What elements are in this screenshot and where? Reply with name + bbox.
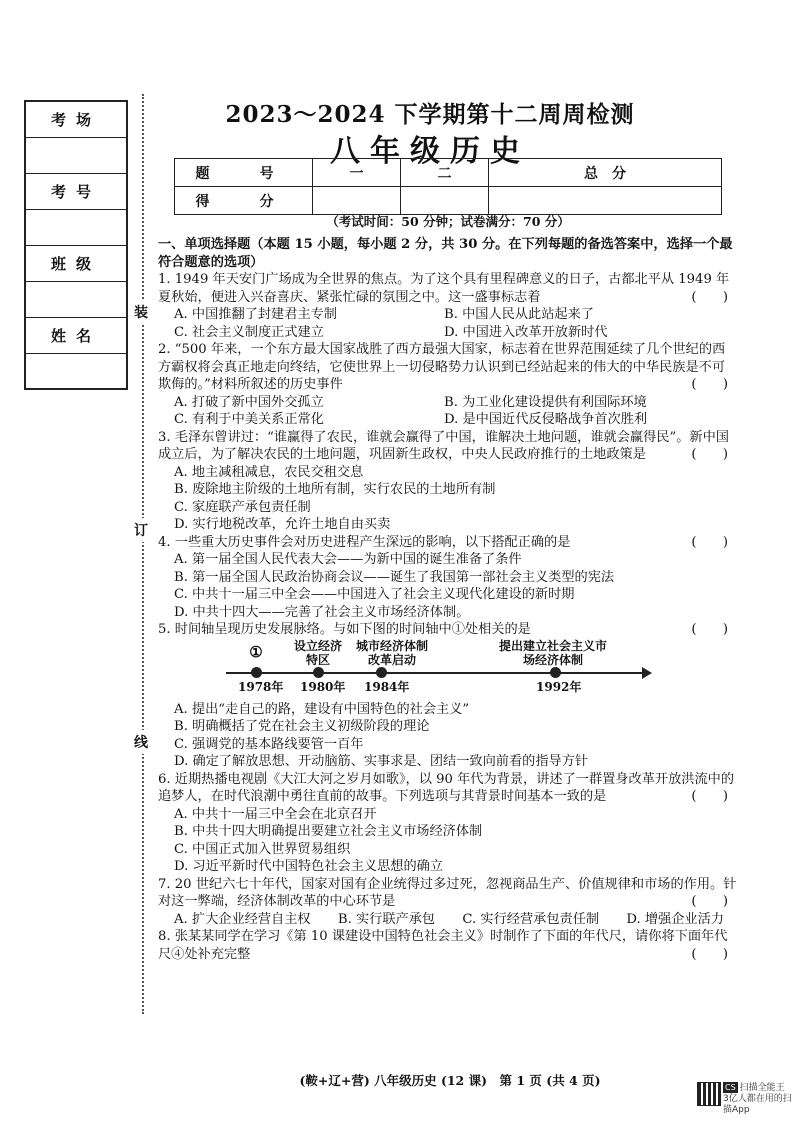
- question-8: [158, 928, 738, 963]
- answer-bracket[interactable]: ( ): [691, 946, 728, 962]
- exam-number-label: 考号: [26, 174, 126, 210]
- answer-bracket[interactable]: ( ): [691, 534, 728, 550]
- timeline-dot: [550, 667, 561, 678]
- question-stem: 8. 张某某同学在学习《第 10 课建设中国特色社会主义》时制作了下面的年代尺，请你将下面年代尺④处补充完整: [158, 929, 728, 962]
- question-1: [158, 271, 738, 341]
- answer-bracket[interactable]: ( ): [691, 447, 728, 462]
- timeline-year: 1992年: [536, 679, 582, 694]
- score-cell: 题 号: [175, 159, 313, 187]
- option-b: B. 实行联产承包: [337, 911, 436, 927]
- timeline-year: 1980年: [300, 679, 346, 694]
- scanner-brand-sub: 3亿人都在用的扫描App: [723, 1094, 792, 1115]
- question-stem: 6. 近期热播电视剧《大江大河之岁月如歌》，以 90 年代为背景，讲述了一群置身改革开放洪流中的追梦人，在时代浪潮中勇往直前的故事。下列选项与其背景时间基本一致的是: [158, 771, 735, 804]
- question-stem: 2. “500 年来，一个东方最大国家战胜了西方最强大国家，标志着在世界范围延续了几个世纪的西方霸权将会真正地走向终结，它使世界上一切侵略势力认识到已经站起来的伟大的中华民族是不可欺侮的。”材料所叙述的历史事件: [158, 342, 726, 392]
- option-c: C. 强调党的基本路线要管一百年: [174, 736, 364, 752]
- option-b: B. 第一届全国人民政治协商会议——诞生了我国第一部社会主义类型的宪法: [174, 569, 615, 585]
- question-4: [158, 534, 738, 622]
- timeline-year: 1978年: [238, 679, 284, 694]
- question-stem: 4. 一些重大历史事件会对历史进程产生深远的影响，以下搭配正确的是: [158, 534, 571, 550]
- binding-char-xian: 线: [134, 730, 148, 754]
- timeline-label-3: 城市经济体制改革启动: [355, 638, 428, 667]
- timeline-dot: [251, 667, 262, 678]
- scanner-brand-name: 扫描全能王: [739, 1083, 785, 1093]
- exam-room-field[interactable]: [26, 138, 126, 174]
- score-table-header-row: [175, 159, 722, 187]
- binding-char-ding: 订: [134, 518, 148, 542]
- answer-bracket[interactable]: ( ): [691, 622, 728, 637]
- option-d: D. 确定了解放思想、开动脑筋、实事求是、团结一致向前看的指导方针: [174, 754, 589, 769]
- question-area: [158, 236, 738, 963]
- page-footer: (鞍+辽+营) 八年级历史 (12 课) 第 1 页 (共 4 页): [299, 1073, 601, 1088]
- timeline-dot: [376, 667, 387, 678]
- option-a: A. 中国推翻了封建君主专制: [174, 307, 337, 322]
- option-c: C. 家庭联产承包责任制: [174, 499, 311, 515]
- exam-number-field[interactable]: [26, 210, 126, 246]
- exam-title: 2023～2024 下学期第十二周周检测: [225, 101, 635, 128]
- question-3: [158, 429, 738, 534]
- timeline-figure: [226, 639, 646, 701]
- score-cell: 二: [401, 159, 489, 187]
- score-cell: 总 分: [489, 159, 722, 187]
- timeline-year: 1984年: [364, 679, 410, 694]
- timeline-dot: [313, 667, 324, 678]
- qr-code-icon: [697, 1082, 721, 1106]
- option-a: A. 地主减租减息，农民交租交息: [174, 464, 364, 480]
- option-b: B. 中共十四大明确提出要建立社会主义市场经济体制: [174, 824, 483, 839]
- scanner-logo-icon: CS: [725, 1083, 736, 1092]
- option-c: C. 有利于中美关系正常化: [174, 412, 324, 427]
- binding-line: [142, 94, 144, 1014]
- timeline-label-1: ①: [249, 642, 263, 661]
- answer-bracket[interactable]: ( ): [691, 377, 728, 392]
- score-input-cell[interactable]: [401, 187, 489, 215]
- option-d: D. 是中国近代反侵略战争首次胜利: [444, 412, 648, 427]
- option-c: C. 社会主义制度正式建立: [174, 324, 324, 340]
- class-field[interactable]: [26, 282, 126, 318]
- timeline-label-4: 提出建立社会主义市场经济体制: [498, 638, 607, 667]
- name-field[interactable]: [26, 354, 126, 390]
- question-stem: 3. 毛泽东曾讲过：“谁赢得了农民，谁就会赢得了中国，谁解决土地问题，谁就会赢得民”。新中国成立后，为了解决农民的土地问题，巩固新生政权，中央人民政府推行的土地政策是: [158, 429, 729, 462]
- option-d: D. 中国进入改革开放新时代: [444, 324, 608, 340]
- option-b: B. 为工业化建设提供有利国际环境: [444, 394, 647, 410]
- question-stem: 5. 时间轴呈现历史发展脉络。与如下图的时间轴中①处相关的是: [158, 622, 531, 637]
- option-a: A. 扩大企业经营自主权: [174, 911, 311, 927]
- option-b: B. 明确概括了党在社会主义初级阶段的理论: [174, 719, 430, 734]
- score-input-cell[interactable]: [313, 187, 401, 215]
- timeline-arrow: [642, 667, 652, 679]
- binding-char-zhuang: 装: [134, 300, 148, 324]
- option-d: D. 实行地税改革，允许土地自由买卖: [174, 517, 391, 532]
- option-a: A. 第一届全国人民代表大会——为新中国的诞生准备了条件: [174, 552, 522, 567]
- score-cell: 得 分: [175, 187, 313, 215]
- section-heading: 一、单项选择题（本题 15 小题，每小题 2 分，共 30 分。在下列每题的备选答案中，选择一个最符合题意的选项）: [158, 237, 733, 270]
- question-stem: 7. 20 世纪六七十年代，国家对国有企业统得过多过死，忽视商品生产、价值规律和市场的作用。针对这一弊端，经济体制改革的中心环节是: [158, 876, 737, 909]
- option-c: C. 中共十一届三中全会——中国进入了社会主义现代化建设的新时期: [174, 587, 575, 602]
- class-label: 班级: [26, 246, 126, 282]
- question-6: [158, 771, 738, 876]
- score-input-cell[interactable]: [489, 187, 722, 215]
- option-b: B. 中国人民从此站起来了: [444, 307, 594, 322]
- option-d: D. 增强企业活力: [626, 911, 724, 927]
- answer-bracket[interactable]: ( ): [691, 289, 728, 305]
- name-label: 姓名: [26, 318, 126, 354]
- question-5: [158, 621, 738, 771]
- score-cell: 一: [313, 159, 401, 187]
- answer-bracket[interactable]: ( ): [691, 894, 728, 909]
- option-c: C. 实行经营承包责任制: [462, 911, 600, 927]
- option-a: A. 打破了新中国外交孤立: [174, 394, 324, 410]
- score-table: [174, 158, 722, 215]
- answer-bracket[interactable]: ( ): [691, 789, 728, 804]
- score-table-score-row: [175, 187, 722, 215]
- option-d: D. 中共十四大——完善了社会主义市场经济体制。: [174, 604, 470, 620]
- question-stem: 1. 1949 年天安门广场成为全世界的焦点。为了这个具有里程碑意义的日子，古都北平从 1949 年夏秋始，便进入兴奋喜庆、紧张忙碌的氛围之中。这一盛事标志着: [158, 272, 730, 305]
- question-2: [158, 341, 738, 429]
- exam-info: （考试时间：50 分钟；试卷满分：70 分）: [326, 214, 570, 229]
- option-d: D. 习近平新时代中国特色社会主义思想的确立: [174, 859, 444, 874]
- timeline-label-2: 设立经济特区: [293, 638, 342, 667]
- question-7: [158, 876, 738, 929]
- student-info-box: [24, 100, 128, 390]
- scanner-watermark: [723, 1082, 794, 1116]
- option-b: B. 废除地主阶级的土地所有制，实行农民的土地所有制: [174, 482, 496, 497]
- timeline-axis: [226, 672, 646, 674]
- option-a: A. 中共十一届三中全会在北京召开: [174, 806, 377, 822]
- subject-title: 八年级历史: [330, 134, 530, 169]
- option-a: A. 提出“走自己的路，建设有中国特色的社会主义”: [174, 701, 470, 717]
- exam-room-label: 考场: [26, 102, 126, 138]
- option-c: C. 中国正式加入世界贸易组织: [174, 841, 351, 857]
